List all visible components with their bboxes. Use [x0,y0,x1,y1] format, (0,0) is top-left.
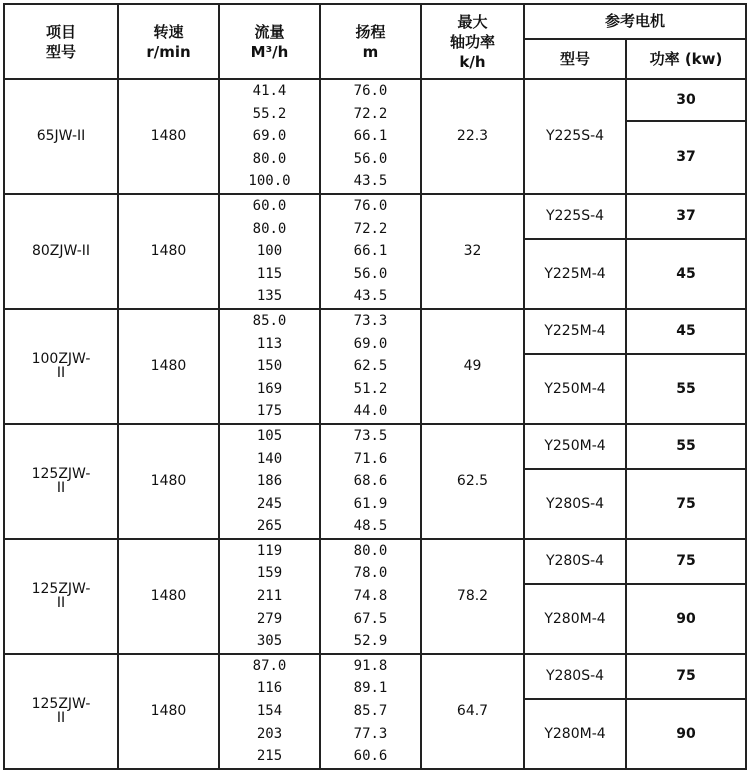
flow-value: 154 [256,703,283,720]
header-flow [219,4,320,79]
head-value: 56.0 [353,150,388,167]
head-value: 74.8 [353,588,388,605]
flow-value: 159 [256,565,283,582]
group-1-model [4,79,118,194]
header-speed-label: 转速 [153,22,184,41]
flow-value: 169 [256,380,283,397]
group-3-power-a: 45 [626,309,746,354]
group-4-power-a: 55 [626,424,746,469]
flow-value: 135 [256,288,283,305]
flow-value: 105 [256,427,283,444]
group-2-speed: 1480 [118,194,219,309]
group-1-motor: Y225S-4 [524,79,626,194]
group-2-flows [219,194,320,309]
head-value: 51.2 [353,380,388,397]
flow-value: 100 [256,243,283,260]
group-1-power-b: 37 [626,121,746,194]
group-6-model-line-1: 125ZJW- [31,696,91,713]
group-6-heads [320,654,421,769]
group-1-row-a [4,79,746,121]
group-5-max-power: 78.2 [421,539,524,654]
group-2-row-a [4,194,746,239]
group-4-flows [219,424,320,539]
flow-value: 175 [256,403,283,420]
group-6-model [4,654,118,769]
group-2-motor-b: Y225M-4 [524,239,626,309]
head-value: 76.0 [353,197,388,214]
head-value: 73.5 [353,427,388,444]
group-2-model [4,194,118,309]
flow-value: 55.2 [252,105,287,122]
head-value: 66.1 [353,243,388,260]
group-4-row-a [4,424,746,469]
group-6-motor-b: Y280M-4 [524,699,626,769]
group-6-flows [219,654,320,769]
pump-spec-table [3,3,747,770]
header-max-power [421,4,524,79]
head-value: 43.5 [353,288,388,305]
header-max-power-l2: 轴功率 [449,32,495,51]
head-value: 48.5 [353,518,388,535]
flow-value: 279 [256,610,283,627]
group-2-max-power: 32 [421,194,524,309]
head-value: 73.3 [353,312,388,329]
group-2-model-line: 80ZJW-II [31,243,91,260]
group-3-model-line-1: 100ZJW- [31,351,91,368]
group-5-heads [320,539,421,654]
group-6-motor-a: Y280S-4 [524,654,626,699]
head-value: 91.8 [353,657,388,674]
head-value: 44.0 [353,403,388,420]
header-head-label: 扬程 [355,22,386,41]
group-6-max-power: 64.7 [421,654,524,769]
group-5-model-line-2: II [56,595,66,612]
group-2-power-a: 37 [626,194,746,239]
group-1-power-a: 30 [626,79,746,121]
head-value: 67.5 [353,610,388,627]
flow-value: 215 [256,748,283,765]
head-value: 85.7 [353,703,388,720]
group-2-motor-a: Y225S-4 [524,194,626,239]
group-1-model-line: 65JW-II [36,128,86,145]
head-value: 61.9 [353,495,388,512]
head-value: 72.2 [353,105,388,122]
head-value: 72.2 [353,220,388,237]
head-value: 71.6 [353,450,388,467]
flow-value: 113 [256,335,283,352]
group-2-power-b: 45 [626,239,746,309]
group-3-speed: 1480 [118,309,219,424]
group-5-power-b: 90 [626,584,746,654]
group-4-motor-b: Y280S-4 [524,469,626,539]
head-value: 78.0 [353,565,388,582]
header-model: 型号 [45,42,76,61]
header-speed [118,4,219,79]
group-3-power-b: 55 [626,354,746,424]
group-3-motor-b: Y250M-4 [524,354,626,424]
head-value: 43.5 [353,173,388,190]
flow-value: 85.0 [252,312,287,329]
group-5-motor-a: Y280S-4 [524,539,626,584]
group-5-row-a [4,539,746,584]
group-4-model-line-2: II [56,480,66,497]
head-value: 69.0 [353,335,388,352]
head-value: 56.0 [353,265,388,282]
group-1-max-power: 22.3 [421,79,524,194]
head-value: 66.1 [353,128,388,145]
flow-value: 305 [256,633,283,650]
group-5-flows [219,539,320,654]
group-4-model [4,424,118,539]
group-5-speed: 1480 [118,539,219,654]
header-motor-power: 功率 (kw) [626,39,746,79]
group-4-power-b: 75 [626,469,746,539]
head-value: 60.6 [353,748,388,765]
header-flow-unit: M³/h [250,42,289,61]
head-value: 80.0 [353,542,388,559]
group-4-max-power: 62.5 [421,424,524,539]
group-5-motor-b: Y280M-4 [524,584,626,654]
flow-value: 211 [256,588,283,605]
group-5-model [4,539,118,654]
group-6-model-line-2: II [56,710,66,727]
header-flow-label: 流量 [254,22,285,41]
header-item-model [4,4,118,79]
head-value: 77.3 [353,725,388,742]
group-6-power-b: 90 [626,699,746,769]
group-4-model-line-1: 125ZJW- [31,466,91,483]
flow-value: 80.0 [252,150,287,167]
group-3-model-line-2: II [56,365,66,382]
group-6-row-a [4,654,746,699]
head-value: 89.1 [353,680,388,697]
flow-value: 186 [256,473,283,490]
flow-value: 245 [256,495,283,512]
header-ref-motor: 参考电机 [524,4,746,39]
header-item: 项目 [45,22,76,41]
group-5-power-a: 75 [626,539,746,584]
group-3-heads [320,309,421,424]
flow-value: 265 [256,518,283,535]
group-1-flows [219,79,320,194]
flow-value: 203 [256,725,283,742]
group-4-speed: 1480 [118,424,219,539]
group-1-heads [320,79,421,194]
header-head [320,4,421,79]
head-value: 52.9 [353,633,388,650]
group-6-speed: 1480 [118,654,219,769]
flow-value: 87.0 [252,657,287,674]
group-6-power-a: 75 [626,654,746,699]
group-3-flows [219,309,320,424]
flow-value: 69.0 [252,128,287,145]
pump-spec-sheet [3,3,745,765]
flow-value: 60.0 [252,197,287,214]
header-motor-model: 型号 [524,39,626,79]
flow-value: 150 [256,358,283,375]
group-3-row-a [4,309,746,354]
head-value: 68.6 [353,473,388,490]
group-4-heads [320,424,421,539]
header-max-power-unit: k/h [459,52,486,71]
flow-value: 100.0 [248,173,291,190]
group-3-max-power: 49 [421,309,524,424]
header-head-unit: m [362,42,379,61]
group-3-model [4,309,118,424]
header-max-power-l1: 最大 [457,12,488,31]
flow-value: 80.0 [252,220,287,237]
group-1-speed: 1480 [118,79,219,194]
group-3-motor-a: Y225M-4 [524,309,626,354]
head-value: 76.0 [353,83,388,99]
flow-value: 41.4 [252,83,287,99]
flow-value: 119 [256,542,283,559]
flow-value: 115 [256,265,283,282]
head-value: 62.5 [353,358,388,375]
flow-value: 140 [256,450,283,467]
group-5-model-line-1: 125ZJW- [31,581,91,598]
flow-value: 116 [256,680,283,697]
group-4-motor-a: Y250M-4 [524,424,626,469]
group-2-heads [320,194,421,309]
header-speed-unit: r/min [146,42,191,61]
header-row-1 [4,4,746,39]
